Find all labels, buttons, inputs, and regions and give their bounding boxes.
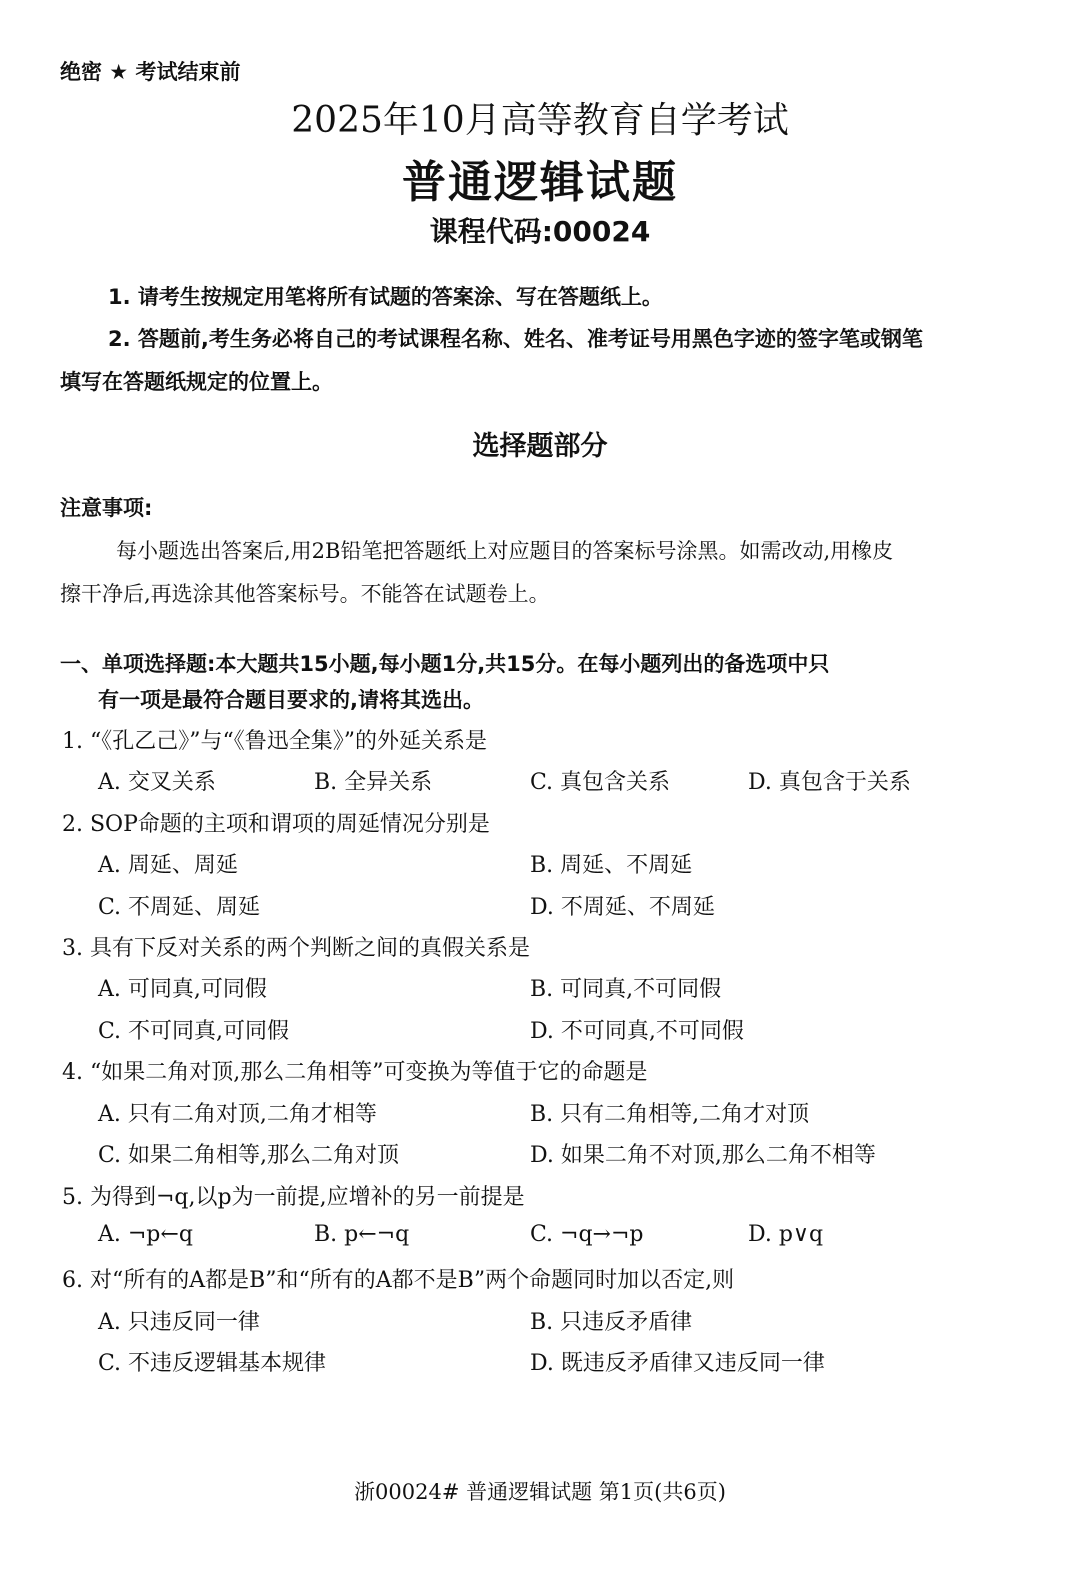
option: C. ¬q→¬p xyxy=(530,1222,644,1247)
option: C. 不周延、周延 xyxy=(98,895,261,920)
question-stem: 6. 对“所有的A都是B”和“所有的A都不是B”两个命题同时加以否定,则 xyxy=(62,1268,735,1293)
exam-title: 2025年10月高等教育自学考试 xyxy=(291,100,789,141)
option: B. 可同真,不可同假 xyxy=(530,977,722,1002)
section-title: 选择题部分 xyxy=(472,431,608,462)
part-one-heading-cont: 有一项是最符合题目要求的,请将其选出。 xyxy=(98,688,484,712)
option: D. 如果二角不对顶,那么二角不相等 xyxy=(530,1143,876,1168)
attention-line-2: 擦干净后,再选涂其他答案标号。不能答在试题卷上。 xyxy=(60,582,550,606)
option: B. 只违反矛盾律 xyxy=(530,1310,693,1335)
question-stem: 5. 为得到¬q,以p为一前提,应增补的另一前提是 xyxy=(62,1185,525,1210)
option: D. p∨q xyxy=(748,1222,824,1247)
option: A. 交叉关系 xyxy=(98,770,216,795)
question-stem: 3. 具有下反对关系的两个判断之间的真假关系是 xyxy=(62,936,530,961)
instruction-2-cont: 填写在答题纸规定的位置上。 xyxy=(60,370,333,394)
option: A. ¬p←q xyxy=(98,1222,193,1247)
option: D. 真包含于关系 xyxy=(748,770,911,795)
option: D. 不可同真,不可同假 xyxy=(530,1019,744,1044)
option: B. 周延、不周延 xyxy=(530,853,693,878)
course-code: 课程代码:00024 xyxy=(429,215,651,248)
option: A. 只有二角对顶,二角才相等 xyxy=(98,1102,377,1127)
option: A. 周延、周延 xyxy=(98,853,238,878)
instruction-2: 2. 答题前,考生务必将自己的考试课程名称、姓名、准考证号用黑色字迹的签字笔或钢笔 xyxy=(108,327,923,351)
option: D. 不周延、不周延 xyxy=(530,895,715,920)
instruction-1: 1. 请考生按规定用笔将所有试题的答案涂、写在答题纸上。 xyxy=(108,285,663,309)
part-one-heading: 一、单项选择题:本大题共15小题,每小题1分,共15分。在每小题列出的备选项中只 xyxy=(60,652,830,676)
attention-line-1: 每小题选出答案后,用2B铅笔把答题纸上对应题目的答案标号涂黑。如需改动,用橡皮 xyxy=(116,539,894,563)
option: C. 不可同真,可同假 xyxy=(98,1019,290,1044)
option: B. 全异关系 xyxy=(314,770,433,795)
option: C. 不违反逻辑基本规律 xyxy=(98,1351,327,1376)
option: C. 真包含关系 xyxy=(530,770,671,795)
option: B. 只有二角相等,二角才对顶 xyxy=(530,1102,810,1127)
attention-label: 注意事项: xyxy=(60,496,153,520)
option: A. 只违反同一律 xyxy=(98,1310,260,1335)
option: B. p←¬q xyxy=(314,1222,410,1247)
option: C. 如果二角相等,那么二角对顶 xyxy=(98,1143,400,1168)
confidential-label: 绝密 ★ 考试结束前 xyxy=(60,60,241,84)
question-stem: 2. SOP命题的主项和谓项的周延情况分别是 xyxy=(62,812,490,837)
option: D. 既违反矛盾律又违反同一律 xyxy=(530,1351,825,1376)
paper-title: 普通逻辑试题 xyxy=(402,157,678,208)
page-footer: 浙00024# 普通逻辑试题 第1页(共6页) xyxy=(354,1480,726,1504)
question-stem: 4. “如果二角对顶,那么二角相等”可变换为等值于它的命题是 xyxy=(62,1060,648,1085)
question-stem: 1. “《孔乙己》”与“《鲁迅全集》”的外延关系是 xyxy=(62,729,487,754)
option: A. 可同真,可同假 xyxy=(98,977,267,1002)
